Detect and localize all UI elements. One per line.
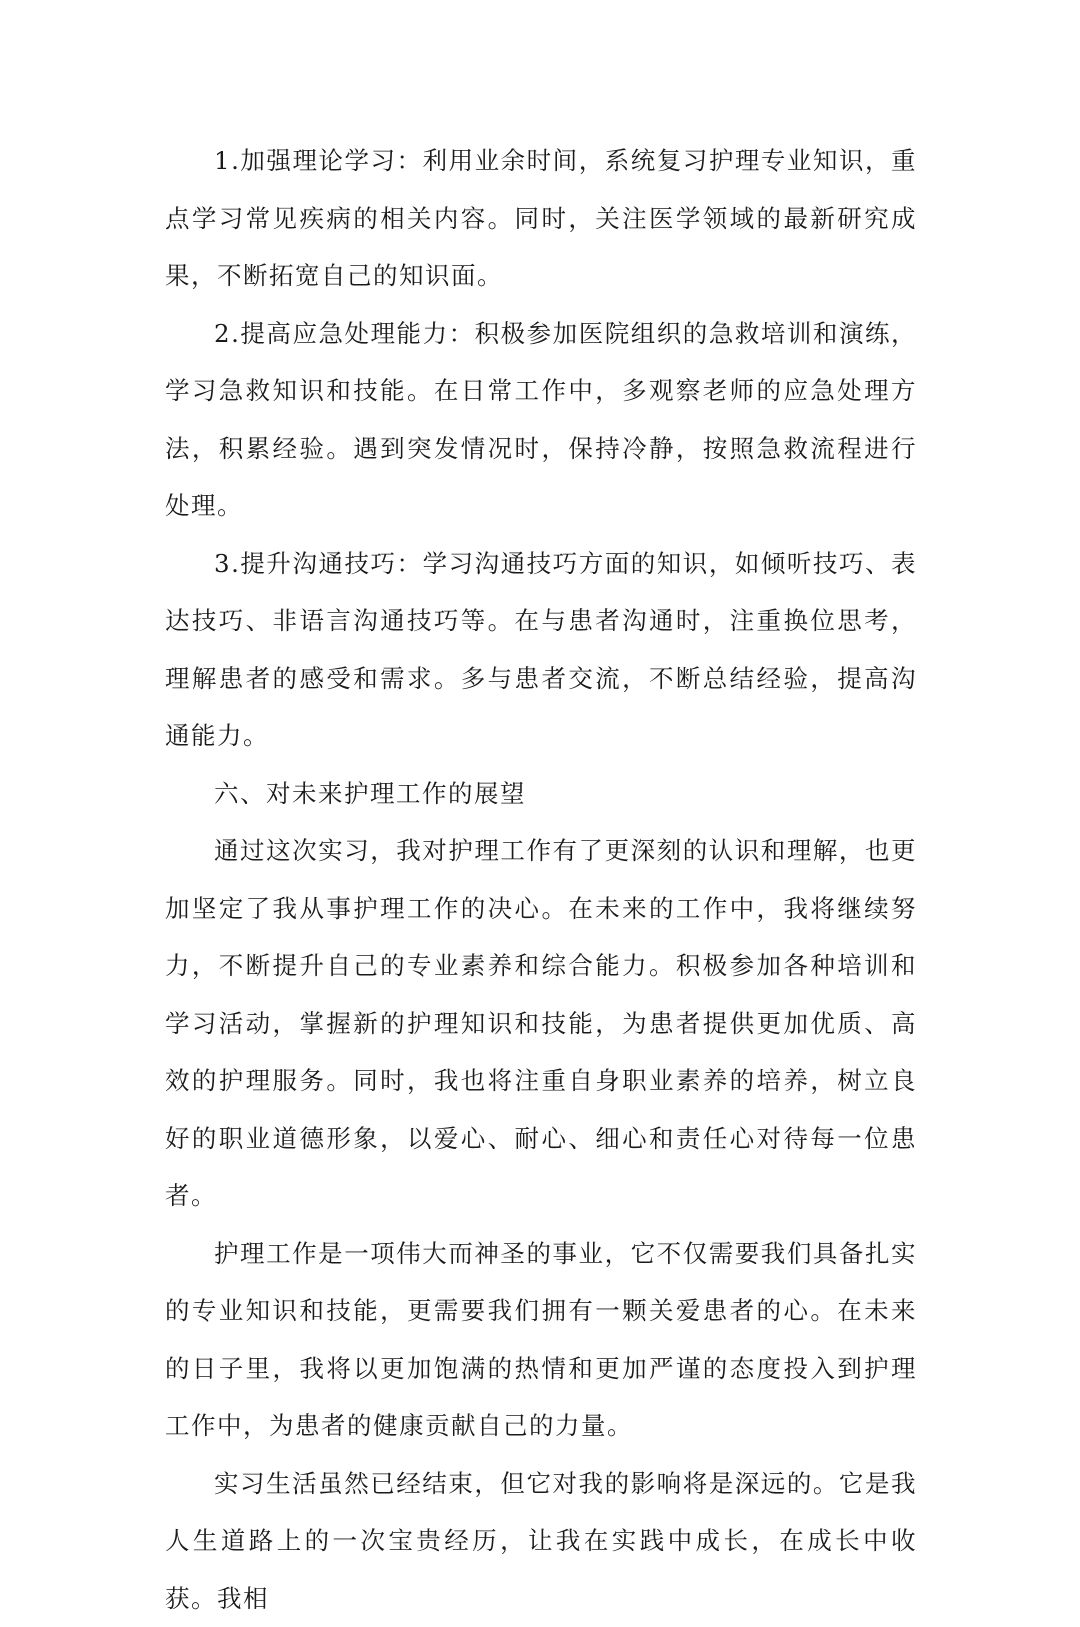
paragraph-nursing-career: 护理工作是一项伟大而神圣的事业，它不仅需要我们具备扎实的专业知识和技能，更需要我们拥有一颗关爱患者的心。在未来的日子里，我将以更加饱满的热情和更加严谨的态度投入到护理工作中，为患者的健康贡献自己的力量。 [165,1225,917,1455]
paragraph-internship-conclusion: 实习生活虽然已经结束，但它对我的影响将是深远的。它是我人生道路上的一次宝贵经历，让我在实践中成长，在成长中收获。我相 [165,1455,917,1627]
paragraph-emergency-handling: 2.提高应急处理能力：积极参加医院组织的急救培训和演练，学习急救知识和技能。在日常工作中，多观察老师的应急处理方法，积累经验。遇到突发情况时，保持冷静，按照急救流程进行处理。 [165,305,917,535]
document-body [165,132,917,1627]
paragraph-internship-reflection: 通过这次实习，我对护理工作有了更深刻的认识和理解，也更加坚定了我从事护理工作的决心。在未来的工作中，我将继续努力，不断提升自己的专业素养和综合能力。积极参加各种培训和学习活动，掌握新的护理知识和技能，为患者提供更加优质、高效的护理服务。同时，我也将注重自身职业素养的培养，树立良好的职业道德形象，以爱心、耐心、细心和责任心对待每一位患者。 [165,822,917,1225]
section-heading-future-outlook: 六、对未来护理工作的展望 [165,765,917,823]
paragraph-communication-skills: 3.提升沟通技巧：学习沟通技巧方面的知识，如倾听技巧、表达技巧、非语言沟通技巧等。在与患者沟通时，注重换位思考，理解患者的感受和需求。多与患者交流，不断总结经验，提高沟通能力。 [165,535,917,765]
paragraph-improve-theory: 1.加强理论学习：利用业余时间，系统复习护理专业知识，重点学习常见疾病的相关内容。同时，关注医学领域的最新研究成果，不断拓宽自己的知识面。 [165,132,917,305]
